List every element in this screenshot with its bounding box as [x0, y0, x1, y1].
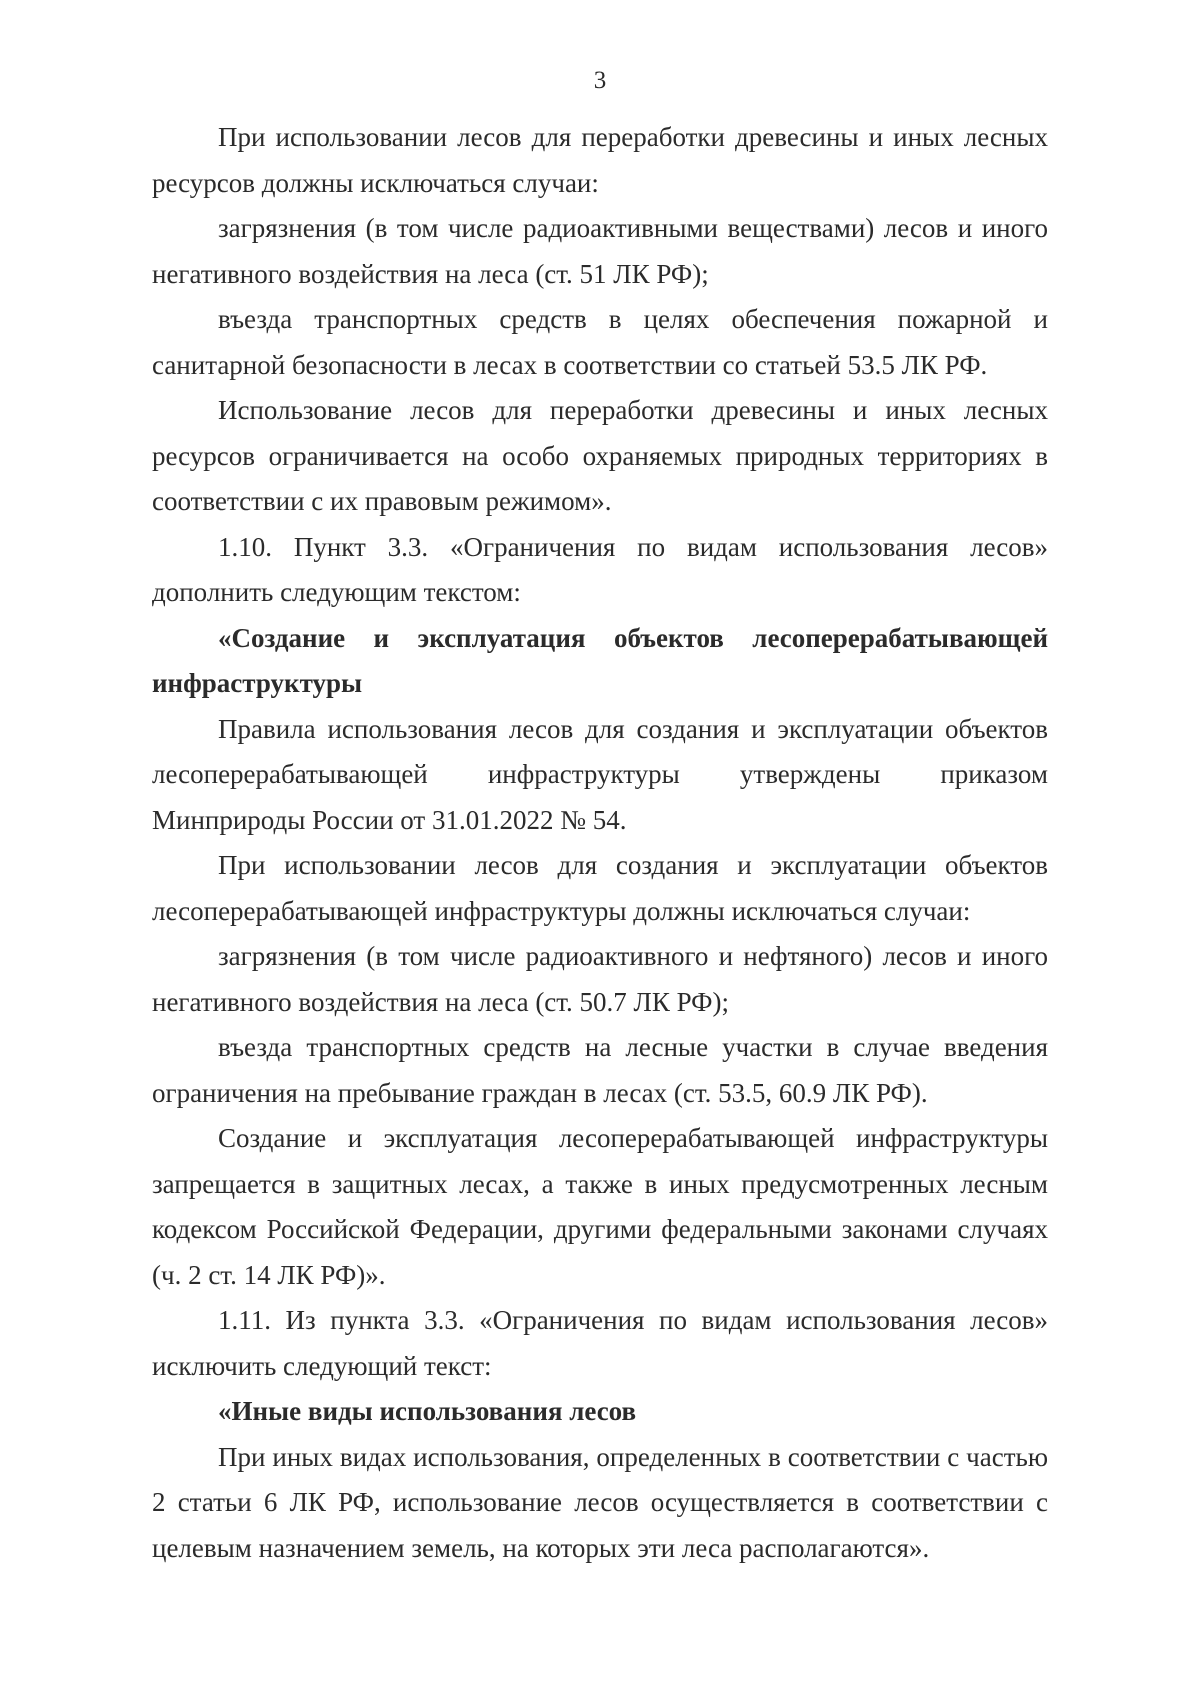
paragraph-processing-intro: При использовании лесов для переработки древесины и иных лесных ресурсов должны исключаться случаи: — [152, 122, 1048, 198]
heading-infrastructure: «Создание и эксплуатация объектов лесоперерабатывающей инфраструктуры — [152, 622, 1048, 698]
paragraph-processing-restriction: Использование лесов для переработки древесины и иных лесных ресурсов ограничивается на особо охраняемых природных территориях в соответствии с их правовым режимом». — [152, 395, 1048, 516]
page-number: 3 — [593, 67, 607, 94]
paragraph-infrastructure-rules: Правила использования лесов для создания и эксплуатации объектов лесоперерабатывающей инфраструктуры утверждены приказом Минприроды России от 31.01.2022 № 54. — [152, 713, 1048, 835]
paragraph-item-1-10: 1.10. Пункт 3.3. «Ограничения по видам использования лесов» дополнить следующим текстом: — [152, 531, 1048, 607]
paragraph-processing-vehicles: въезда транспортных средств в целях обеспечения пожарной и санитарной безопасности в лесах в соответствии со статьей 53.5 ЛК РФ. — [152, 304, 1048, 380]
document-body — [152, 115, 1048, 1571]
paragraph-item-1-11: 1.11. Из пункта 3.3. «Ограничения по видам использования лесов» исключить следующий текст: — [152, 1305, 1048, 1381]
paragraph-processing-pollution: загрязнения (в том числе радиоактивными веществами) лесов и иного негативного воздействия на леса (ст. 51 ЛК РФ); — [152, 213, 1048, 289]
paragraph-infrastructure-vehicles: въезда транспортных средств на лесные участки в случае введения ограничения на пребывание граждан в лесах (ст. 53.5, 60.9 ЛК РФ). — [152, 1032, 1048, 1108]
paragraph-infrastructure-cases: При использовании лесов для создания и эксплуатации объектов лесоперерабатывающей инфраструктуры должны исключаться случаи: — [152, 850, 1048, 926]
heading-other-uses: «Иные виды использования лесов — [218, 1396, 637, 1426]
paragraph-infrastructure-pollution: загрязнения (в том числе радиоактивного и нефтяного) лесов и иного негативного воздействия на леса (ст. 50.7 ЛК РФ); — [152, 941, 1048, 1017]
paragraph-other-uses: При иных видах использования, определенных в соответствии с частью 2 статьи 6 ЛК РФ, использование лесов осуществляется в соответствии с целевым назначением земель, на которых эти леса располагаются». — [152, 1441, 1048, 1563]
paragraph-infrastructure-prohibition: Создание и эксплуатация лесоперерабатывающей инфраструктуры запрещается в защитных лесах, а также в иных предусмотренных лесным кодексом Российской Федерации, другими федеральными законами случаях (ч. 2 ст. 14 ЛК РФ)». — [152, 1123, 1048, 1290]
